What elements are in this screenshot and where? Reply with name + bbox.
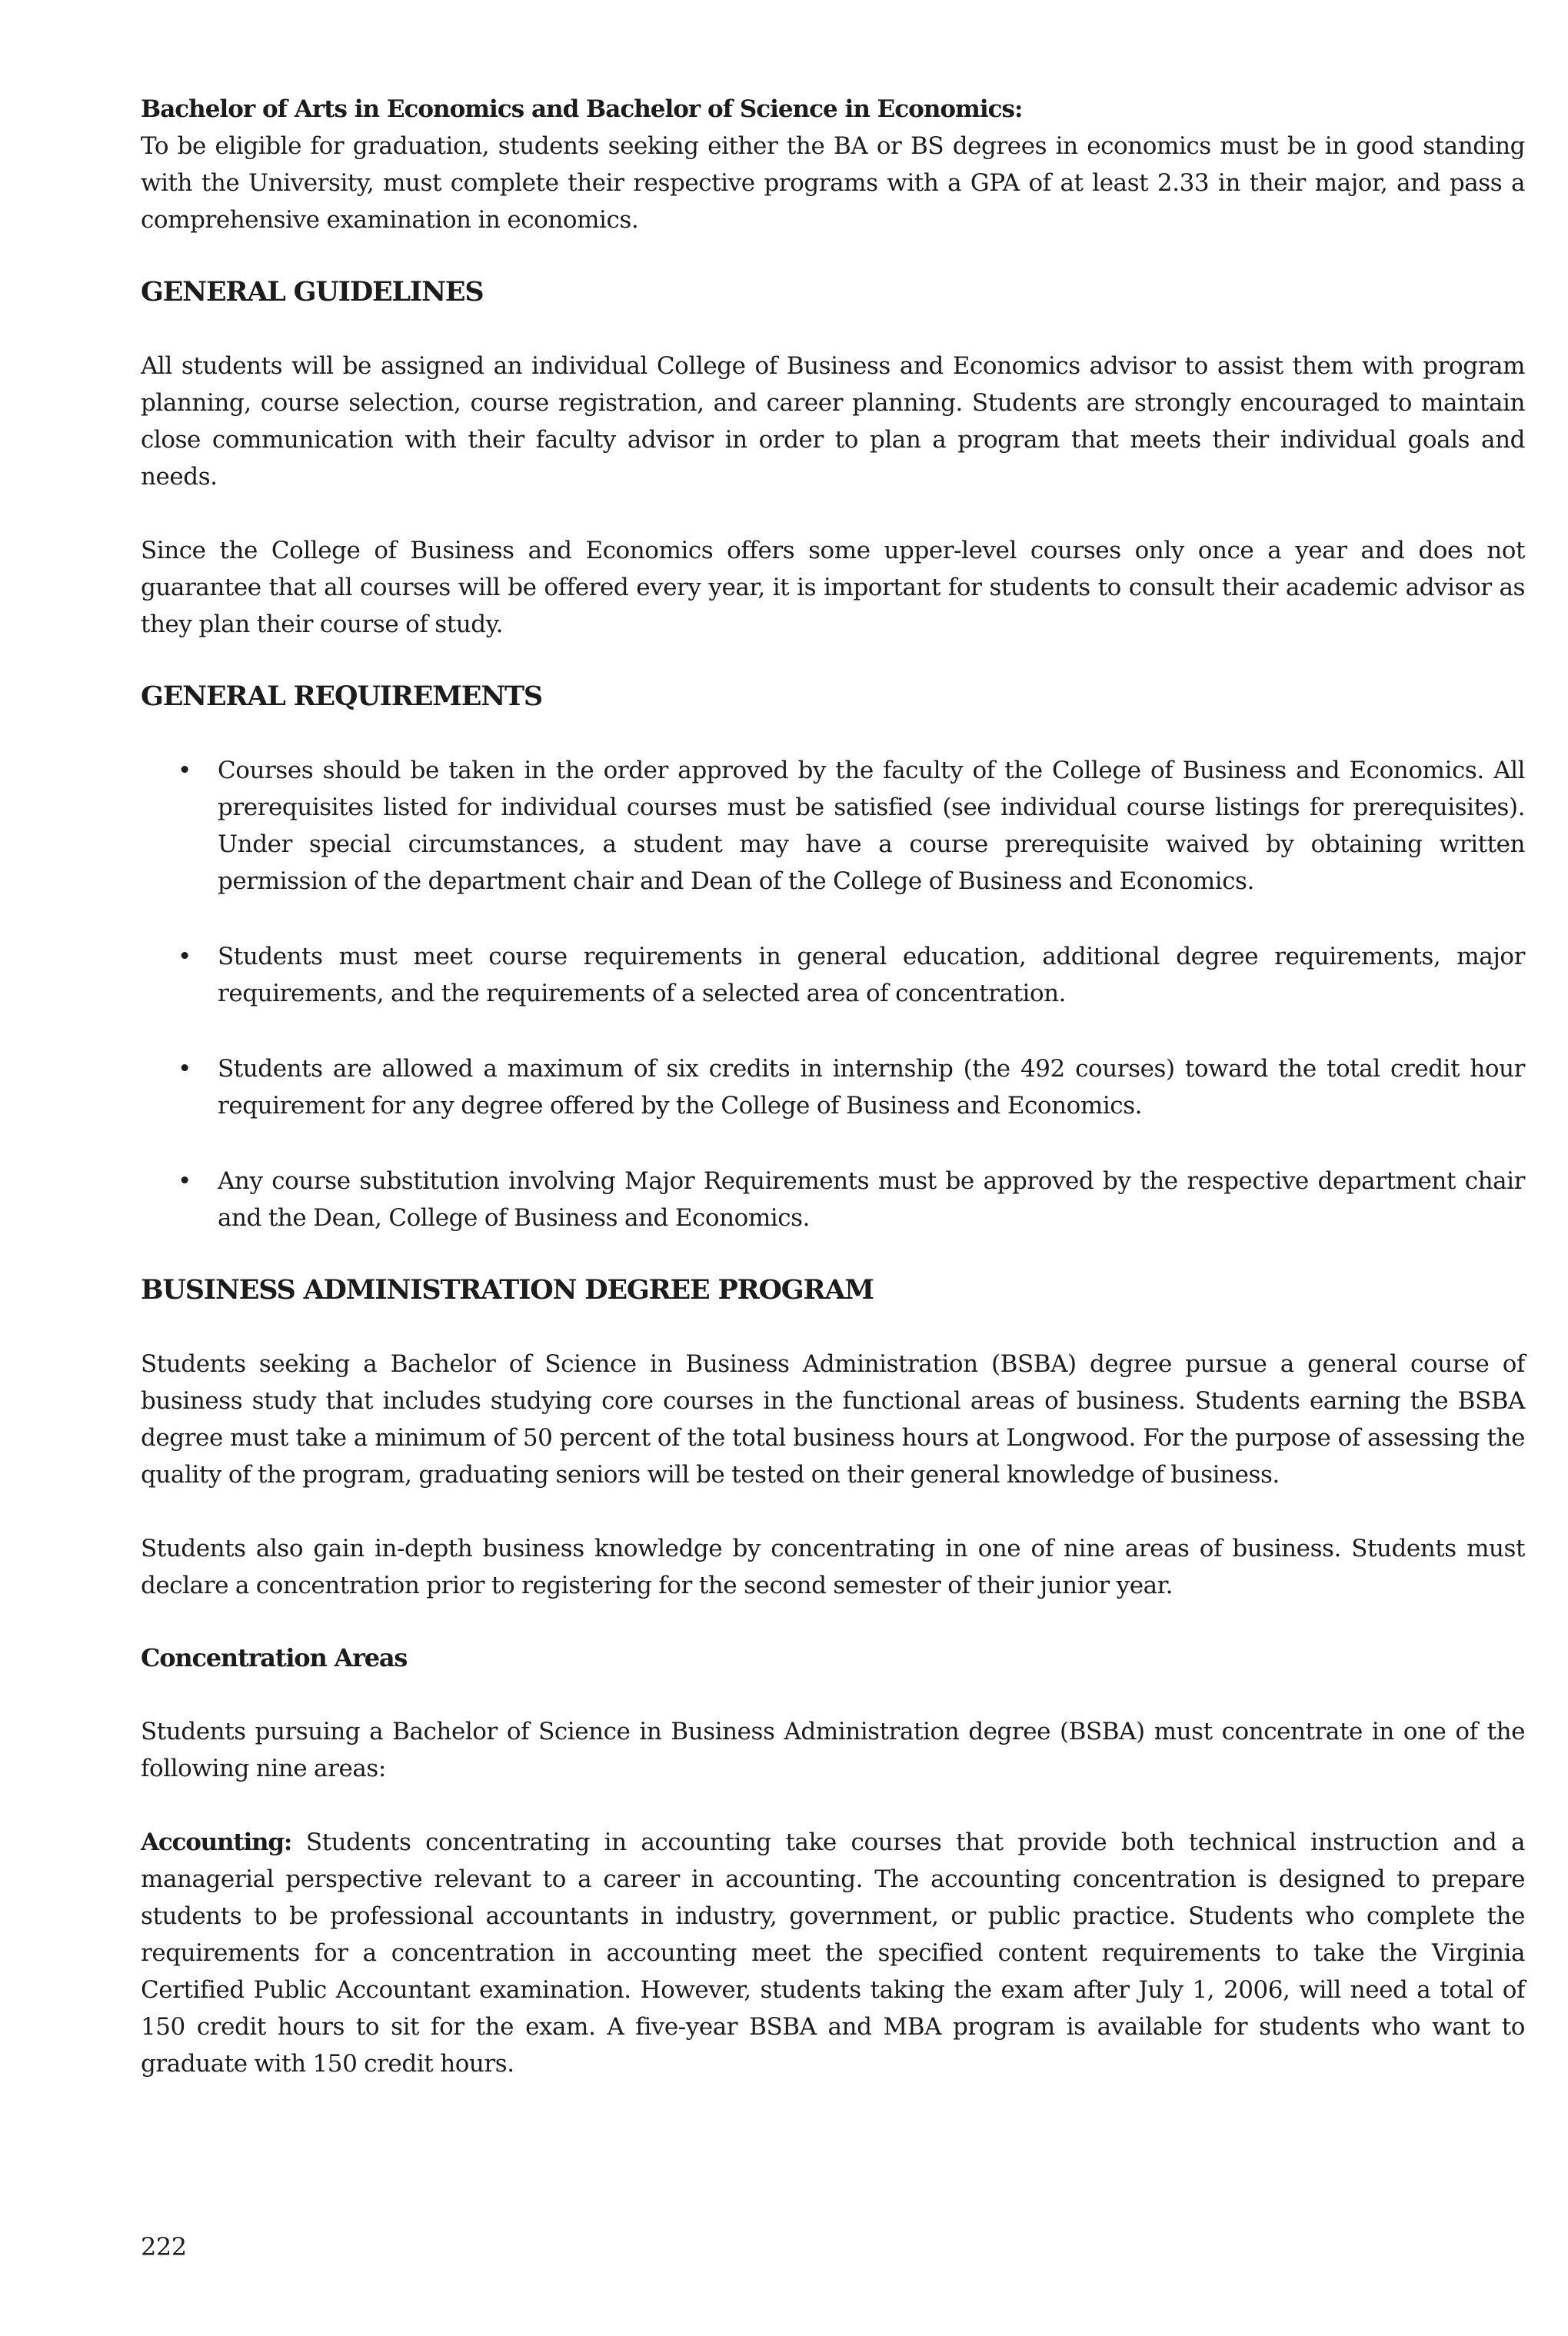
requirement-item-course-requirements xyxy=(141,938,1525,1012)
general-requirements-section xyxy=(141,678,1525,1236)
concentration-areas-section xyxy=(141,1639,1525,2082)
bsba-program-section xyxy=(141,1272,1525,1604)
accounting-label: Accounting: xyxy=(141,1829,292,1856)
general-guidelines-section xyxy=(141,274,1525,643)
accounting-concentration-paragraph xyxy=(141,1824,1525,2082)
requirement-text: Students are allowed a maximum of six credits in internship (the 492 courses) toward the total credit hour requirement for any degree offered by the College of Business and Economics. xyxy=(218,1055,1525,1120)
economics-degree-section xyxy=(141,91,1525,238)
requirement-text: Any course substitution involving Major Requirements must be approved by the respective department chair and the Dean, College of Business and Economics. xyxy=(218,1167,1525,1232)
requirement-item-internship-credits xyxy=(141,1050,1525,1124)
requirements-list xyxy=(141,752,1525,1236)
economics-degree-text: To be eligible for graduation, students seeking either the BA or BS degrees in economics must be in good standing with the University, must complete their respective programs with a GPA of at least 2.33 in their major, and pass a comprehensive examination in economics. xyxy=(141,132,1525,234)
general-guidelines-heading: GENERAL GUIDELINES xyxy=(141,276,484,308)
concentration-areas-intro: Students pursuing a Bachelor of Science in Business Administration degree (BSBA) must concentrate in one of the following nine areas: xyxy=(141,1718,1525,1782)
bullet-icon: • xyxy=(178,1167,192,1195)
page-number: 222 xyxy=(141,2232,187,2261)
concentration-areas-heading: Concentration Areas xyxy=(141,1643,408,1672)
requirement-text: Courses should be taken in the order approved by the faculty of the College of Business and Economics. All prerequisites listed for individual courses must be satisfied (see individual course listings for prerequisites). Under special circumstances, a student may have a course prerequisite waived by obtaining written permission of the department chair and Dean of the College of Business and Economics. xyxy=(218,757,1525,895)
general-requirements-heading: GENERAL REQUIREMENTS xyxy=(141,681,542,712)
requirement-item-course-substitution xyxy=(141,1163,1525,1236)
bsba-paragraph-overview: Students seeking a Bachelor of Science in Business Administration (BSBA) degree pursue a general course of business study that includes studying core courses in the functional areas of business. Students earning the BSBA degree must take a minimum of 50 percent of the total business hours at Longwood. For the purpose of assessing the quality of the program, graduating seniors will be tested on their general knowledge of business. xyxy=(141,1350,1525,1489)
requirement-item-course-order xyxy=(141,752,1525,900)
requirement-text: Students must meet course requirements in general education, additional degree requirements, major requirements, and the requirements of a selected area of concentration. xyxy=(218,943,1525,1007)
bsba-program-heading: BUSINESS ADMINISTRATION DEGREE PROGRAM xyxy=(141,1274,874,1306)
bullet-icon: • xyxy=(178,757,192,784)
bsba-paragraph-concentration: Students also gain in-depth business knowledge by concentrating in one of nine areas of business. Students must declare a concentration prior to registering for the second semester of their junior year. xyxy=(141,1535,1525,1599)
bullet-icon: • xyxy=(178,1055,192,1083)
guidelines-paragraph-course-offerings: Since the College of Business and Economics offers some upper-level courses only once a year and does not guarantee that all courses will be offered every year, it is important for students to consult their academic advisor as they plan their course of study. xyxy=(141,537,1525,638)
accounting-description: Students concentrating in accounting take courses that provide both technical instruction and a managerial perspective relevant to a career in accounting. The accounting concentration is designed to prepare students to be professional accountants in industry, government, or public practice. Students who complete the requirements for a concentration in accounting meet the specified content requirements to take the Virginia Certified Public Accountant examination. However, students taking the exam after July 1, 2006, will need a total of 150 credit hours to sit for the exam. A five-year BSBA and MBA program is available for students who want to graduate with 150 credit hours. xyxy=(141,1829,1526,2078)
guidelines-paragraph-advisor: All students will be assigned an individual College of Business and Economics advisor to assist them with program planning, course selection, course registration, and career planning. Students are strongly encouraged to maintain close communication with their faculty advisor in order to plan a program that meets their individual goals and needs. xyxy=(141,352,1525,491)
economics-degree-heading: Bachelor of Arts in Economics and Bachelor of Science in Economics: xyxy=(141,95,1023,123)
catalog-page xyxy=(141,91,1525,2305)
bullet-icon: • xyxy=(178,943,192,970)
